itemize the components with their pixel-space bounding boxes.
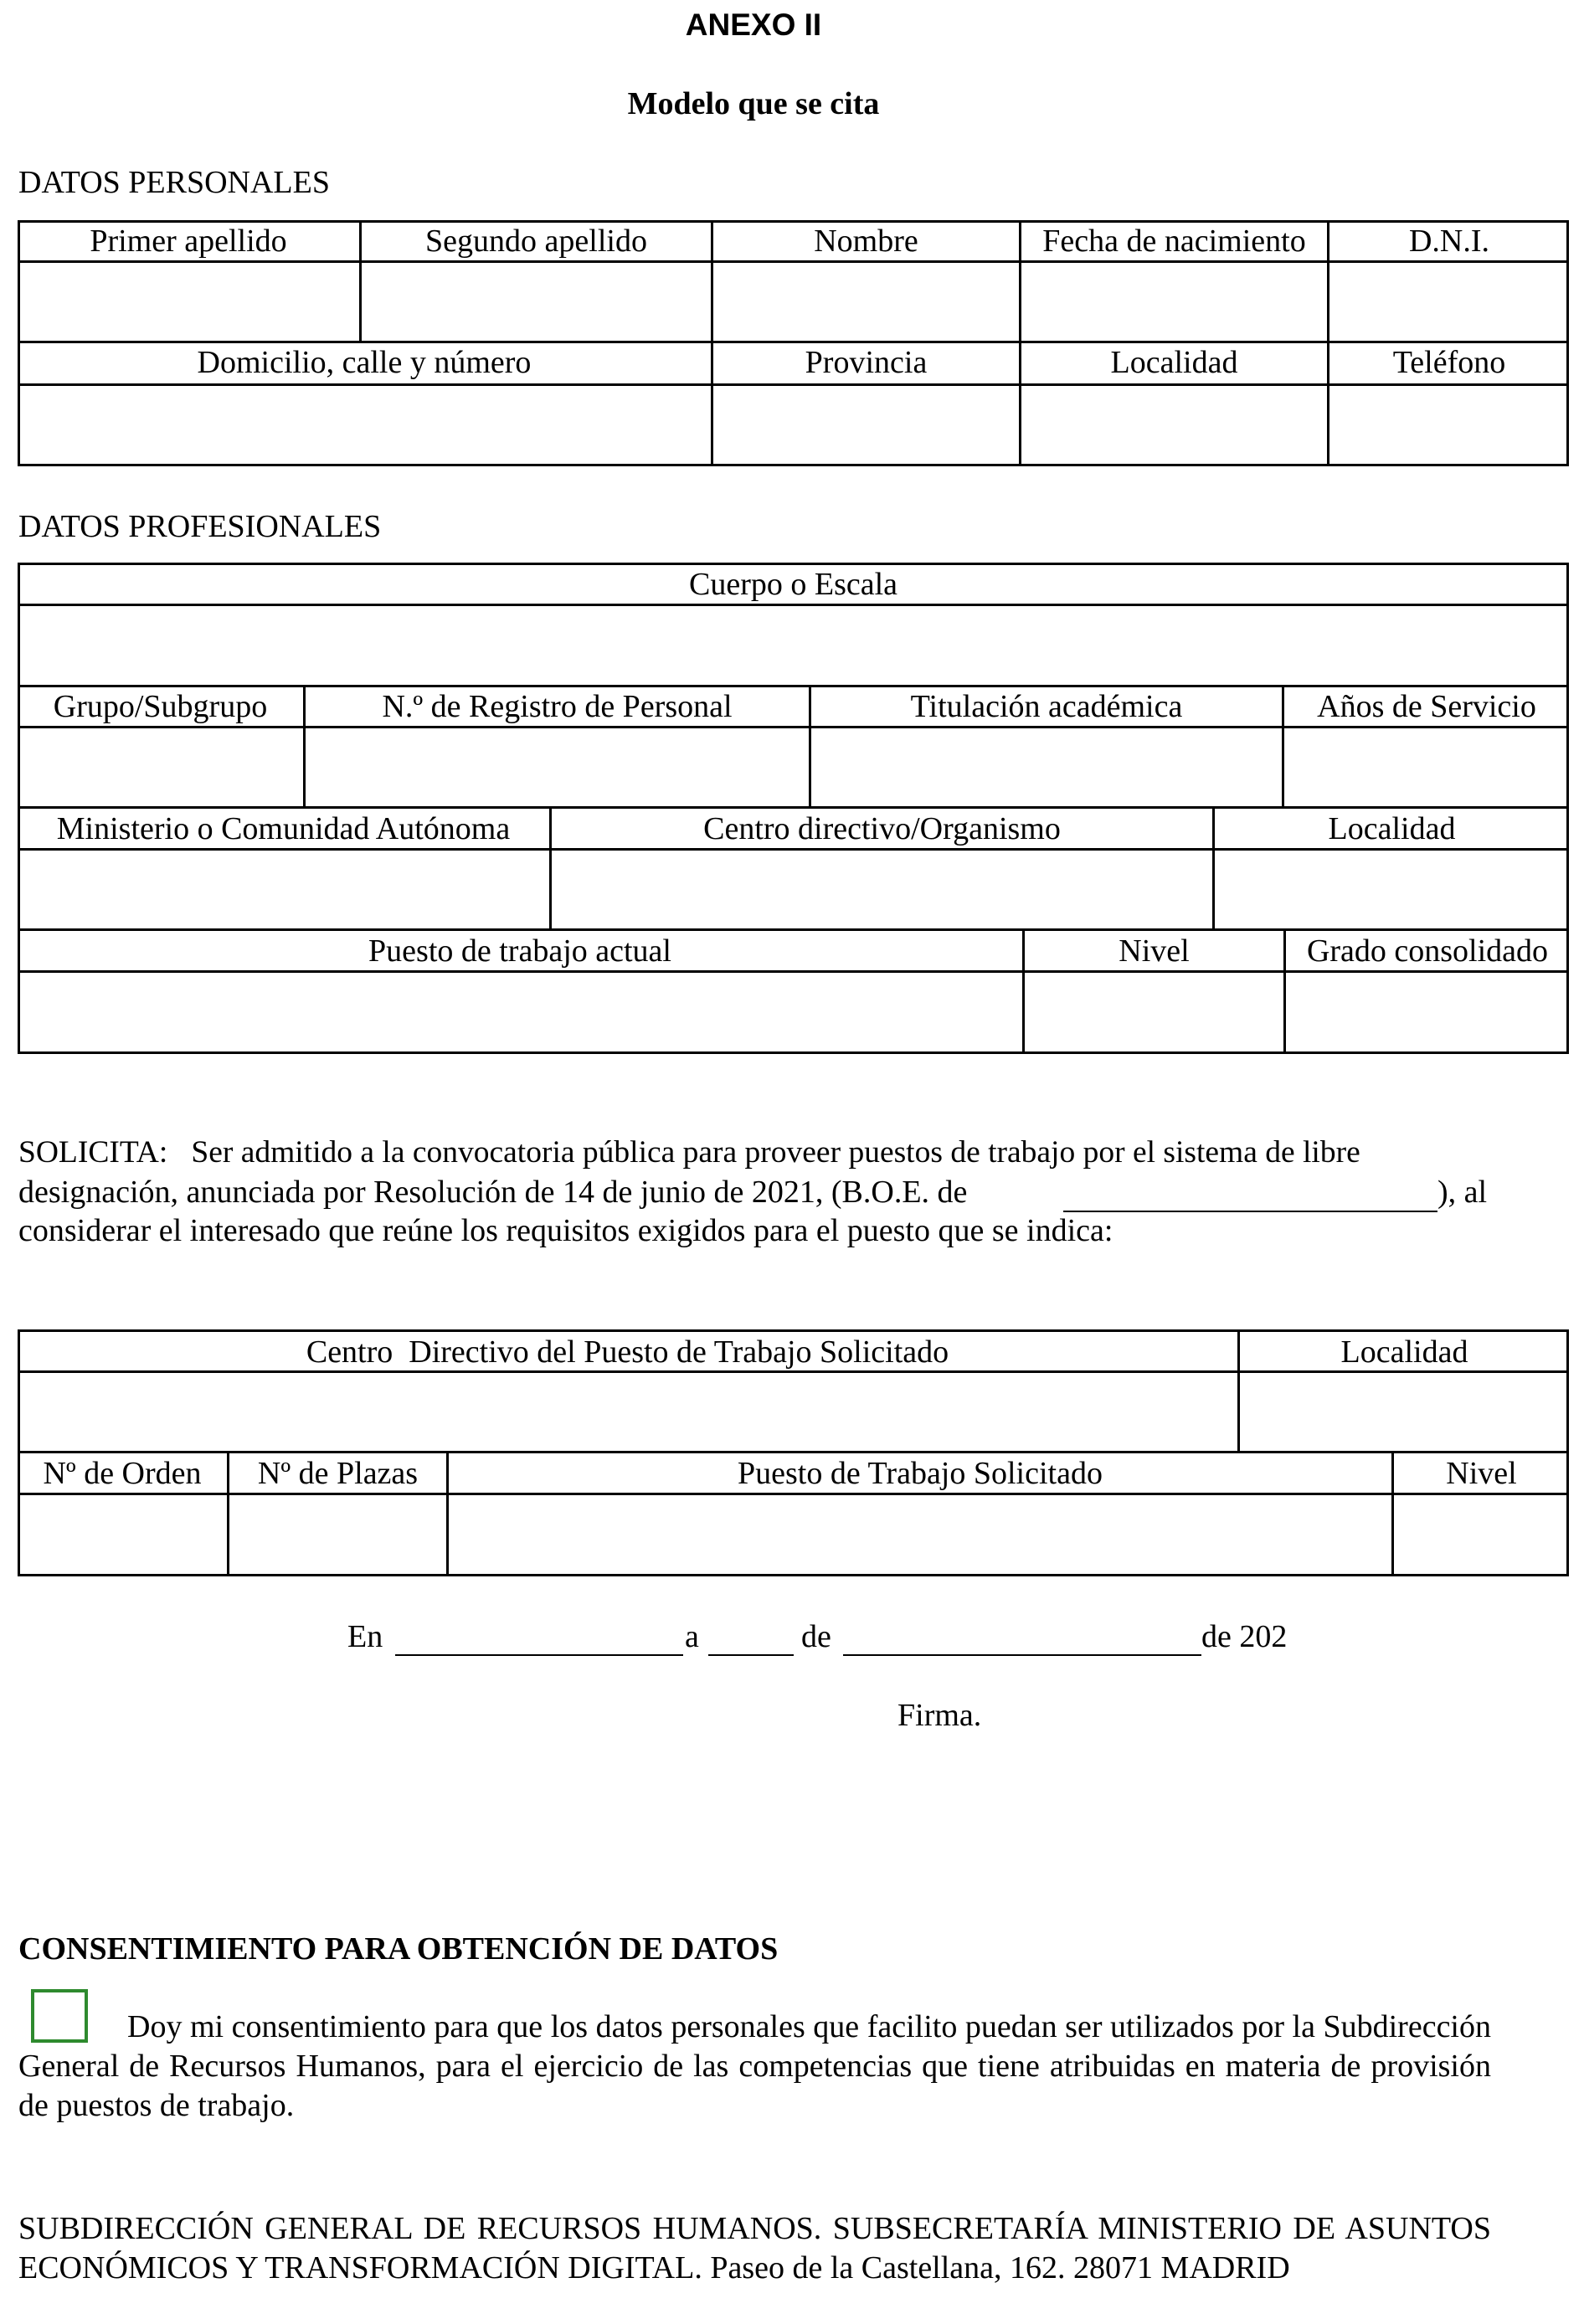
section-title-datos-profesionales: DATOS PROFESIONALES <box>18 509 382 544</box>
date-label-year: de 202 <box>1201 1619 1288 1654</box>
input-telefono[interactable] <box>1329 386 1566 464</box>
header-grupo-subgrupo: Grupo/Subgrupo <box>53 689 268 724</box>
date-day-blank[interactable] <box>708 1654 794 1656</box>
input-puesto-actual[interactable] <box>20 973 1022 1051</box>
input-puesto-solicitado[interactable] <box>449 1495 1391 1574</box>
solicita-line-1: SOLICITA: Ser admitido a la convocatoria pública para proveer puestos de trabajo por el sistema de libre <box>18 1135 1360 1170</box>
input-centro-directivo[interactable] <box>552 851 1212 928</box>
input-cuerpo-escala[interactable] <box>20 606 1566 684</box>
consent-title: CONSENTIMIENTO PARA OBTENCIÓN DE DATOS <box>18 1931 779 1967</box>
header-anos-servicio: Años de Servicio <box>1317 689 1536 724</box>
input-localidad-solicitada[interactable] <box>1240 1373 1566 1451</box>
input-centro-directivo-solicitado[interactable] <box>20 1373 1237 1451</box>
header-primer-apellido: Primer apellido <box>90 224 287 259</box>
input-nivel[interactable] <box>1025 973 1283 1051</box>
page-subtitle: Modelo que se cita <box>627 86 880 121</box>
input-anos-servicio[interactable] <box>1284 728 1566 806</box>
header-centro-directivo-solicitado: Centro Directivo del Puesto de Trabajo Solicitado <box>306 1334 949 1370</box>
header-segundo-apellido: Segundo apellido <box>425 224 647 259</box>
date-label-en: En <box>347 1619 383 1654</box>
header-titulacion: Titulación académica <box>910 689 1183 724</box>
footer-address: SUBDIRECCIÓN GENERAL DE RECURSOS HUMANOS. SUBSECRETARÍA MINISTERIO DE ASUNTOS ECONÓMICOS Y TRANSFORMACIÓN DIGITAL. Paseo de la Castellana, 162. 28071 MADRID <box>18 2211 1491 2285</box>
date-label-de: de <box>801 1619 831 1654</box>
input-grupo-subgrupo[interactable] <box>20 728 303 806</box>
input-titulacion[interactable] <box>811 728 1282 806</box>
input-domicilio[interactable] <box>20 386 711 464</box>
input-ministerio[interactable] <box>20 851 549 928</box>
input-n-orden[interactable] <box>20 1495 227 1574</box>
header-nivel-solicitado: Nivel <box>1446 1456 1517 1491</box>
input-primer-apellido[interactable] <box>20 263 359 341</box>
header-cuerpo-escala: Cuerpo o Escala <box>688 567 898 602</box>
header-puesto-actual: Puesto de trabajo actual <box>368 933 671 969</box>
input-n-plazas[interactable] <box>229 1495 446 1574</box>
header-telefono: Teléfono <box>1392 345 1506 380</box>
header-centro-directivo: Centro directivo/Organismo <box>703 811 1061 846</box>
signature-label: Firma. <box>897 1698 982 1733</box>
header-localidad-prof: Localidad <box>1328 811 1456 846</box>
header-provincia: Provincia <box>805 345 928 380</box>
header-localidad: Localidad <box>1110 345 1238 380</box>
consent-text: Doy mi consentimiento para que los datos personales que facilito puedan ser utilizados por la Subdirección General de Recursos Humanos, para el ejercicio de las competencias que tiene atribuidas en materia de provisión de puestos de trabajo. <box>18 2009 1491 2123</box>
section-title-datos-personales: DATOS PERSONALES <box>18 165 330 200</box>
header-fecha-nacimiento: Fecha de nacimiento <box>1042 224 1306 259</box>
input-registro-personal[interactable] <box>306 728 809 806</box>
boe-date-blank[interactable] <box>1063 1211 1437 1212</box>
solicita-line-3: considerar el interesado que reúne los requisitos exigidos para el puesto que se indica: <box>18 1213 1113 1248</box>
input-segundo-apellido[interactable] <box>362 263 711 341</box>
header-nivel: Nivel <box>1119 933 1190 969</box>
header-domicilio: Domicilio, calle y número <box>197 345 532 380</box>
header-dni: D.N.I. <box>1408 224 1490 259</box>
input-dni[interactable] <box>1329 263 1566 341</box>
solicita-line-2-start: designación, anunciada por Resolución de 14 de junio de 2021, (B.O.E. de <box>18 1175 968 1210</box>
header-grado-consolidado: Grado consolidado <box>1306 933 1549 969</box>
input-grado-consolidado[interactable] <box>1286 973 1566 1051</box>
input-localidad-prof[interactable] <box>1215 851 1566 928</box>
header-registro-personal: N.º de Registro de Personal <box>382 689 733 724</box>
page-title: ANEXO II <box>685 8 822 42</box>
input-nivel-solicitado[interactable] <box>1394 1495 1566 1574</box>
solicita-line-2-end: ), al <box>1437 1175 1488 1210</box>
input-provincia[interactable] <box>713 386 1019 464</box>
header-n-orden: Nº de Orden <box>43 1456 202 1491</box>
date-place-blank[interactable] <box>395 1654 683 1656</box>
date-label-a: a <box>685 1619 699 1654</box>
input-nombre[interactable] <box>713 263 1019 341</box>
input-fecha-nacimiento[interactable] <box>1021 263 1327 341</box>
header-ministerio: Ministerio o Comunidad Autónoma <box>56 811 511 846</box>
header-nombre: Nombre <box>814 224 918 259</box>
header-puesto-solicitado: Puesto de Trabajo Solicitado <box>738 1456 1103 1491</box>
input-localidad[interactable] <box>1021 386 1327 464</box>
header-n-plazas: Nº de Plazas <box>257 1456 419 1491</box>
header-localidad-solicitada: Localidad <box>1340 1334 1468 1370</box>
date-month-blank[interactable] <box>843 1654 1201 1656</box>
